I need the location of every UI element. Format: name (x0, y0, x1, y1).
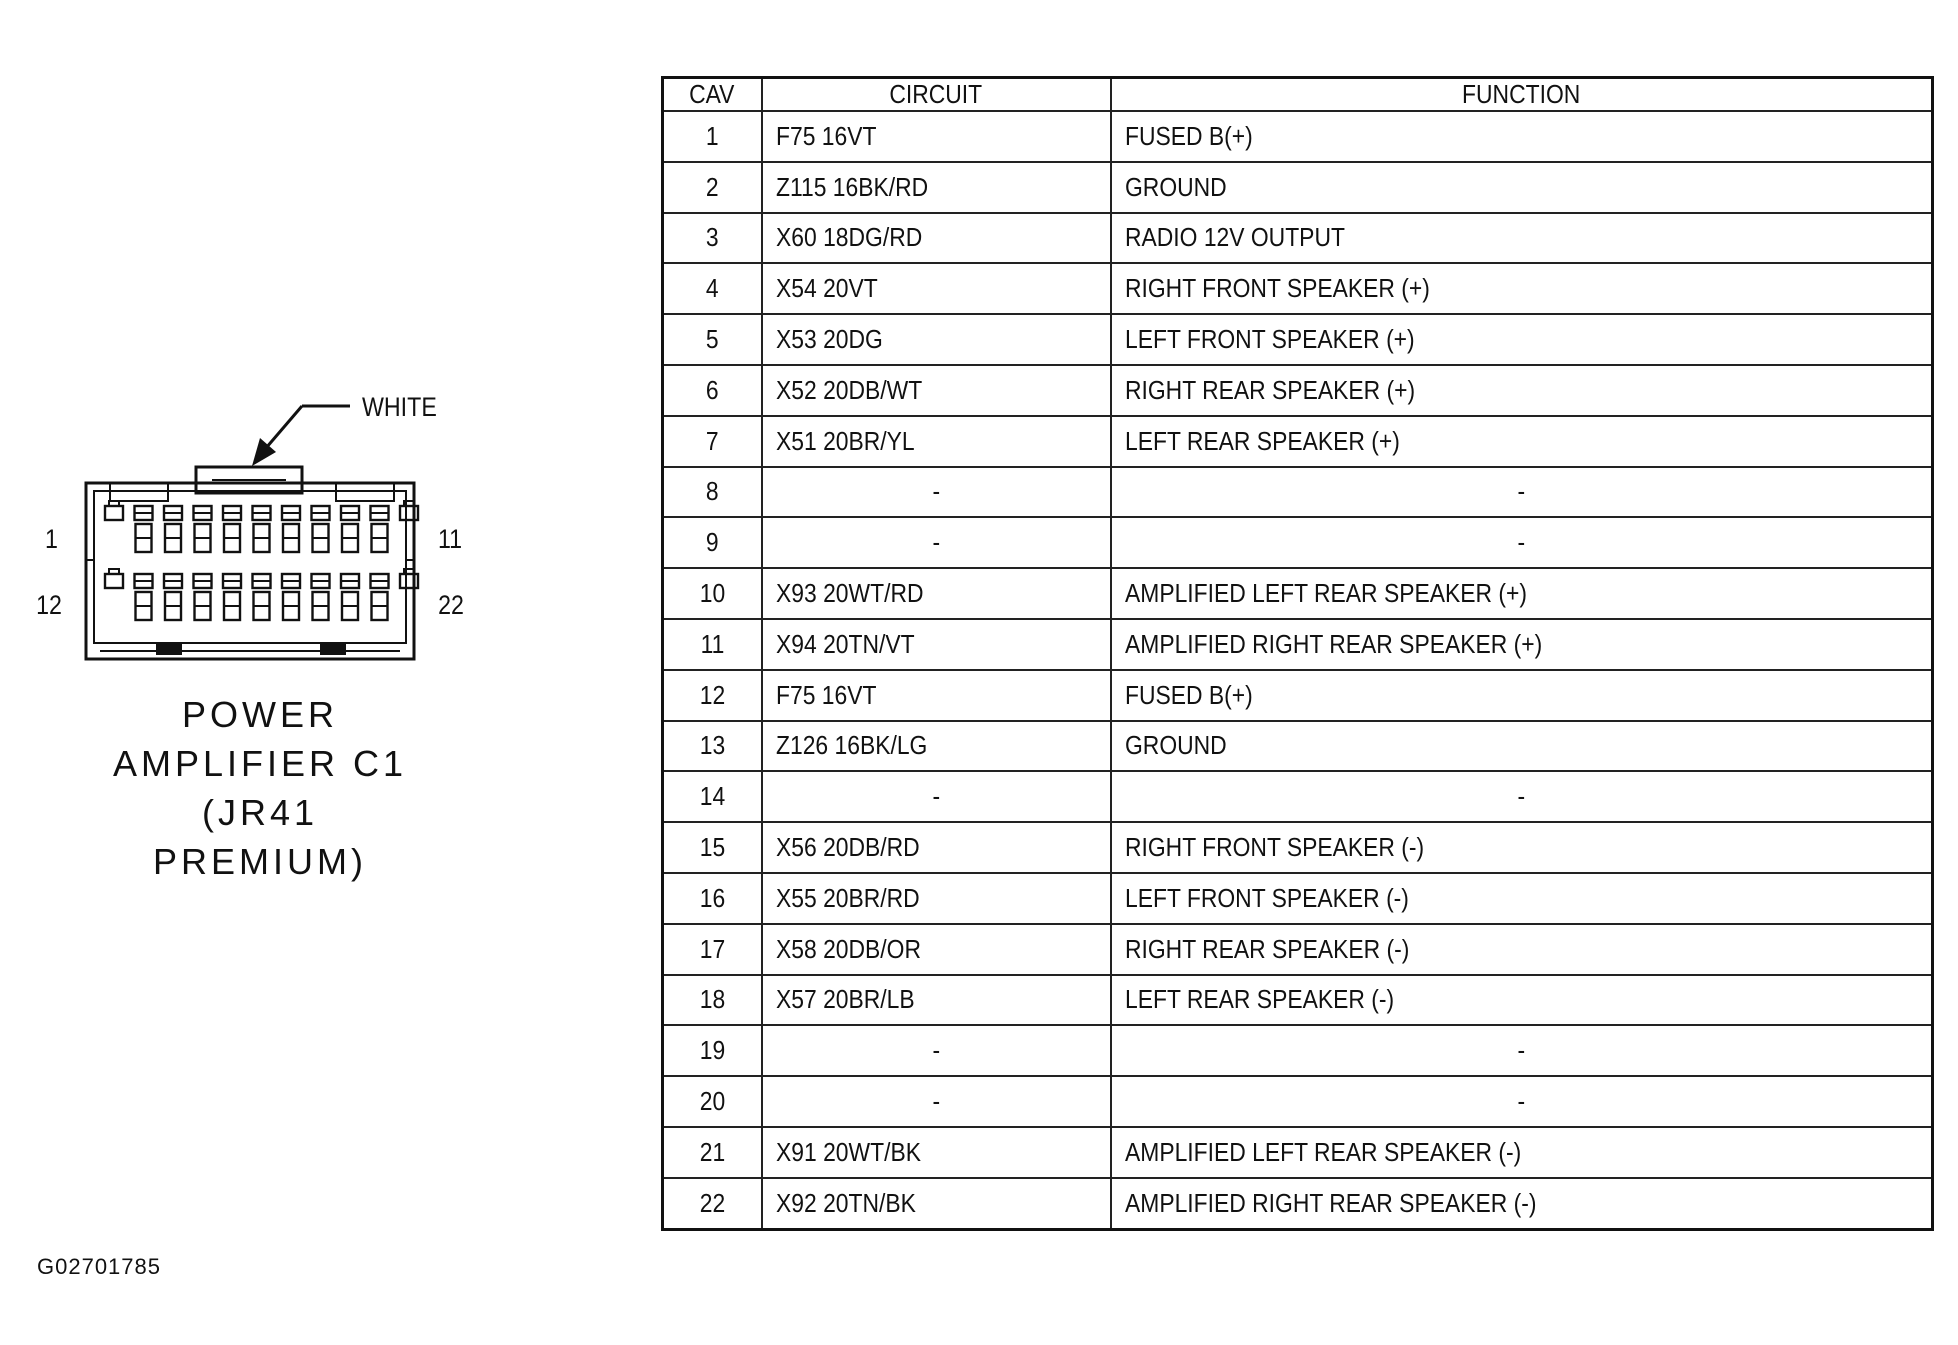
table-row (663, 1178, 1933, 1230)
cav-cell: 7 (663, 416, 762, 467)
table-row (663, 213, 1933, 264)
function-cell: - (1111, 1025, 1933, 1076)
table-row (663, 416, 1933, 467)
table-row (663, 873, 1933, 924)
function-cell: LEFT REAR SPEAKER (-) (1111, 975, 1933, 1026)
function-cell: - (1111, 517, 1933, 568)
pin-cavity (253, 506, 271, 552)
pin-cavity (341, 506, 359, 552)
pin-cavity (312, 506, 330, 552)
circuit-cell: X53 20DG (762, 314, 1111, 365)
circuit-cell: F75 16VT (762, 111, 1111, 162)
white-callout-label: WHITE (362, 392, 437, 422)
table-row (663, 111, 1933, 162)
connector-title-line: POWER (181, 694, 338, 735)
pin-cavity (135, 506, 153, 552)
pinout-table (661, 76, 1934, 1231)
pin-cavity (223, 506, 241, 552)
cav-cell: 4 (663, 263, 762, 314)
circuit-cell: - (762, 1076, 1111, 1127)
table-row (663, 467, 1933, 518)
pin-cavity (105, 501, 123, 520)
cav-cell: 8 (663, 467, 762, 518)
table-row (663, 263, 1933, 314)
pin-cavity (194, 574, 212, 620)
cav-cell: 15 (663, 822, 762, 873)
table-row (663, 568, 1933, 619)
cav-cell: 1 (663, 111, 762, 162)
cav-cell: 5 (663, 314, 762, 365)
table-row (663, 771, 1933, 822)
function-cell: FUSED B(+) (1111, 111, 1933, 162)
table-row (663, 1076, 1933, 1127)
connector-title (105, 690, 415, 886)
table-row (663, 517, 1933, 568)
table-row (663, 721, 1933, 772)
circuit-cell: Z115 16BK/RD (762, 162, 1111, 213)
pin-cavity (164, 574, 182, 620)
function-cell: RADIO 12V OUTPUT (1111, 213, 1933, 264)
circuit-cell: X91 20WT/BK (762, 1127, 1111, 1178)
cav-cell: 13 (663, 721, 762, 772)
function-cell: LEFT REAR SPEAKER (+) (1111, 416, 1933, 467)
circuit-cell: X51 20BR/YL (762, 416, 1111, 467)
circuit-cell: X54 20VT (762, 263, 1111, 314)
function-cell: RIGHT FRONT SPEAKER (+) (1111, 263, 1933, 314)
circuit-cell: - (762, 517, 1111, 568)
function-cell: RIGHT REAR SPEAKER (+) (1111, 365, 1933, 416)
connector-title-line: AMPLIFIER C1 (112, 743, 408, 784)
circuit-cell: - (762, 1025, 1111, 1076)
white-callout-arrow (252, 406, 350, 466)
connector-title-line: PREMIUM) (153, 841, 367, 882)
circuit-cell: - (762, 771, 1111, 822)
function-cell: GROUND (1111, 721, 1933, 772)
circuit-cell: X52 20DB/WT (762, 365, 1111, 416)
function-cell: AMPLIFIED RIGHT REAR SPEAKER (+) (1111, 619, 1933, 670)
cav-cell: 3 (663, 213, 762, 264)
cav-cell: 18 (663, 975, 762, 1026)
pin-cavity (371, 506, 389, 552)
cav-cell: 2 (663, 162, 762, 213)
circuit-cell: X57 20BR/LB (762, 975, 1111, 1026)
table-row (663, 924, 1933, 975)
circuit-cell: F75 16VT (762, 670, 1111, 721)
cav-cell: 14 (663, 771, 762, 822)
cav-cell: 10 (663, 568, 762, 619)
connector-body (86, 467, 414, 659)
table-row (663, 619, 1933, 670)
function-cell: AMPLIFIED LEFT REAR SPEAKER (-) (1111, 1127, 1933, 1178)
header-cav: CAV (663, 78, 762, 112)
cav-cell: 19 (663, 1025, 762, 1076)
pin-cavity (341, 574, 359, 620)
function-cell: RIGHT REAR SPEAKER (-) (1111, 924, 1933, 975)
circuit-cell: Z126 16BK/LG (762, 721, 1111, 772)
circuit-cell: X93 20WT/RD (762, 568, 1111, 619)
connector-title-line: (JR41 (201, 792, 319, 833)
pin-label-12: 12 (36, 590, 62, 620)
header-function: FUNCTION (1111, 78, 1933, 112)
function-cell: LEFT FRONT SPEAKER (+) (1111, 314, 1933, 365)
pinout-table-body (663, 111, 1933, 1230)
table-row (663, 1127, 1933, 1178)
cav-cell: 21 (663, 1127, 762, 1178)
pin-label-11: 11 (437, 524, 463, 554)
cav-cell: 11 (663, 619, 762, 670)
table-row (663, 822, 1933, 873)
pin-cavity (371, 574, 389, 620)
table-row (663, 1025, 1933, 1076)
pin-cavity (105, 569, 123, 588)
cav-cell: 6 (663, 365, 762, 416)
function-cell: LEFT FRONT SPEAKER (-) (1111, 873, 1933, 924)
header-circuit: CIRCUIT (762, 78, 1111, 112)
pin-cavity (253, 574, 271, 620)
pin-cavity (282, 574, 300, 620)
table-row (663, 365, 1933, 416)
function-cell: - (1111, 1076, 1933, 1127)
function-cell: - (1111, 467, 1933, 518)
function-cell: - (1111, 771, 1933, 822)
circuit-cell: X58 20DB/OR (762, 924, 1111, 975)
pin-label-1: 1 (45, 524, 58, 554)
pin-cavity (312, 574, 330, 620)
circuit-cell: X60 18DG/RD (762, 213, 1111, 264)
function-cell: AMPLIFIED LEFT REAR SPEAKER (+) (1111, 568, 1933, 619)
table-row (663, 975, 1933, 1026)
pin-cavity (135, 574, 153, 620)
table-row (663, 162, 1933, 213)
cav-cell: 16 (663, 873, 762, 924)
function-cell: RIGHT FRONT SPEAKER (-) (1111, 822, 1933, 873)
table-row (663, 314, 1933, 365)
table-header-row (663, 78, 1933, 112)
pin-cavity (282, 506, 300, 552)
function-cell: FUSED B(+) (1111, 670, 1933, 721)
connector-diagram (0, 0, 560, 700)
table-row (663, 670, 1933, 721)
cav-cell: 22 (663, 1178, 762, 1230)
cav-cell: 9 (663, 517, 762, 568)
circuit-cell: X56 20DB/RD (762, 822, 1111, 873)
cav-cell: 20 (663, 1076, 762, 1127)
function-cell: AMPLIFIED RIGHT REAR SPEAKER (-) (1111, 1178, 1933, 1230)
figure-id: G02701785 (37, 1254, 161, 1279)
circuit-cell: X55 20BR/RD (762, 873, 1111, 924)
circuit-cell: X92 20TN/BK (762, 1178, 1111, 1230)
pin-cavity (194, 506, 212, 552)
cav-cell: 17 (663, 924, 762, 975)
function-cell: GROUND (1111, 162, 1933, 213)
pin-grid (105, 501, 418, 620)
circuit-cell: X94 20TN/VT (762, 619, 1111, 670)
pin-label-22: 22 (438, 590, 464, 620)
circuit-cell: - (762, 467, 1111, 518)
pin-cavity (164, 506, 182, 552)
pin-cavity (223, 574, 241, 620)
locator-marks (156, 643, 346, 655)
cav-cell: 12 (663, 670, 762, 721)
